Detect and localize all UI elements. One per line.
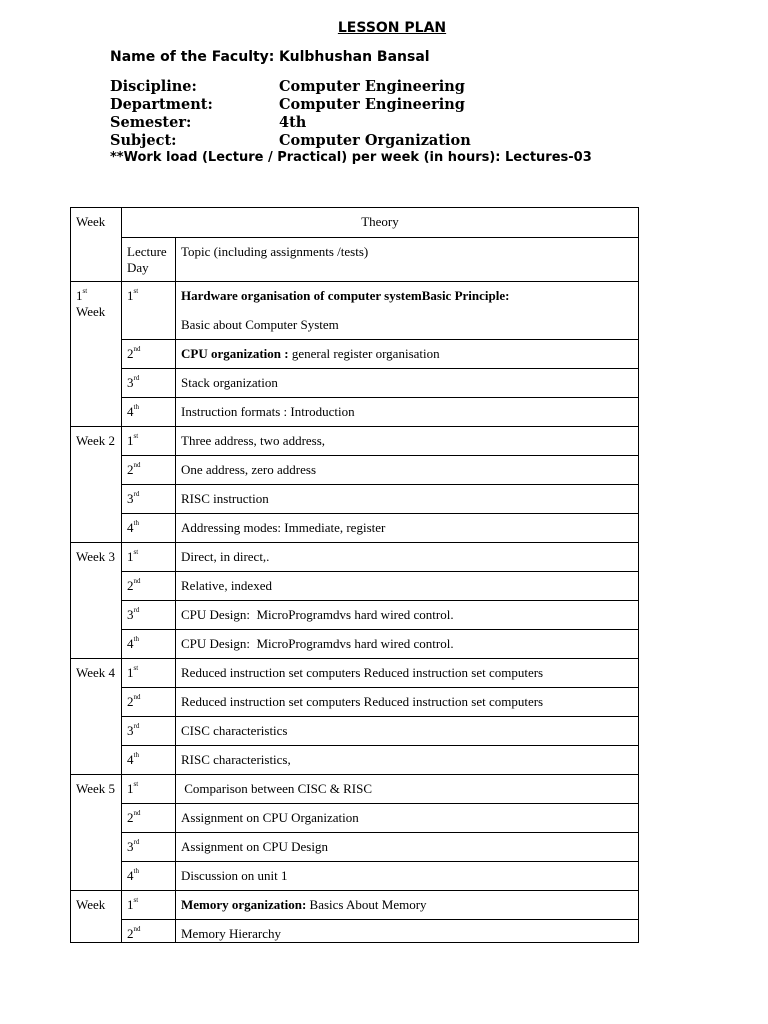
lecture-day-number: 1 xyxy=(127,549,134,564)
topic-cell xyxy=(176,427,639,456)
lecture-day-ordinal: nd xyxy=(133,809,141,817)
workload-line: **Work load (Lecture / Practical) per week (in hours): Lectures-03 xyxy=(110,150,592,165)
table-row xyxy=(71,398,639,427)
lecture-day-cell xyxy=(122,659,176,688)
table-row xyxy=(71,543,639,572)
table-row xyxy=(71,891,639,920)
topic-text: Discussion on unit 1 xyxy=(181,868,288,883)
topic-heading: Hardware organisation of computer systemBasic Principle: xyxy=(181,288,510,303)
lesson-plan-table xyxy=(70,207,639,943)
lecture-day-cell xyxy=(122,775,176,804)
topic-text: Comparison between CISC & RISC xyxy=(181,781,373,796)
faculty-name: Kulbhushan Bansal xyxy=(279,49,430,65)
topic-text: CPU Design: MicroProgramdvs hard wired control. xyxy=(181,607,454,622)
lecture-day-ordinal: nd xyxy=(133,925,141,933)
lecture-day-ordinal: nd xyxy=(133,461,141,469)
week-ordinal: st xyxy=(82,287,88,295)
topic-cell xyxy=(176,891,639,920)
lecture-day-cell xyxy=(122,543,176,572)
topic-cell xyxy=(176,862,639,891)
lecture-day-number: 2 xyxy=(127,346,134,361)
lecture-day-number: 1 xyxy=(127,781,134,796)
lecture-day-number: 3 xyxy=(127,723,134,738)
lecture-day-number: 2 xyxy=(127,810,134,825)
lecture-day-number: 4 xyxy=(127,520,134,535)
topic-text: One address, zero address xyxy=(181,462,317,477)
lecture-day-cell xyxy=(122,514,176,543)
lecture-day-cell xyxy=(122,630,176,659)
lecture-day-cell xyxy=(122,572,176,601)
meta-value: Computer Engineering xyxy=(279,96,465,113)
lecture-day-cell xyxy=(122,717,176,746)
topic-cell xyxy=(176,456,639,485)
week-cell: Week 2 xyxy=(71,427,122,543)
lecture-day-ordinal: nd xyxy=(133,693,141,701)
topic-text: RISC instruction xyxy=(181,491,269,506)
week-cell: Week 4 xyxy=(71,659,122,775)
lecture-day-ordinal: rd xyxy=(133,606,140,614)
lecture-day-ordinal: st xyxy=(133,896,139,904)
topic-text: Reduced instruction set computers Reduced instruction set computers xyxy=(181,694,544,709)
meta-value: 4th xyxy=(279,114,307,131)
topic-heading: CPU organization : xyxy=(181,346,289,361)
table-row xyxy=(71,920,639,943)
lecture-day-cell xyxy=(122,427,176,456)
topic-text: Reduced instruction set computers Reduced instruction set computers xyxy=(181,665,544,680)
lecture-day-number: 3 xyxy=(127,839,134,854)
lecture-day-ordinal: st xyxy=(133,548,139,556)
topic-cell xyxy=(176,804,639,833)
topic-text: Assignment on CPU Organization xyxy=(181,810,359,825)
meta-value: Computer Engineering xyxy=(279,78,465,95)
lecture-day-ordinal: nd xyxy=(133,577,141,585)
topic-cell xyxy=(176,833,639,862)
meta-label: Semester: xyxy=(110,114,192,131)
meta-label: Department: xyxy=(110,96,213,113)
topic-cell xyxy=(176,572,639,601)
lecture-day-ordinal: rd xyxy=(133,838,140,846)
lecture-day-ordinal: st xyxy=(133,287,139,295)
topic-cell xyxy=(176,340,639,369)
week-cell: Week 3 xyxy=(71,543,122,659)
week-header: Week xyxy=(71,208,122,282)
topic-text: Direct, in direct,. xyxy=(181,549,270,564)
lecture-day-cell xyxy=(122,833,176,862)
lecture-day-ordinal: rd xyxy=(133,490,140,498)
lecture-day-number: 4 xyxy=(127,868,134,883)
table-row xyxy=(71,688,639,717)
table-row xyxy=(71,659,639,688)
faculty-label: Name of the Faculty: xyxy=(110,49,275,65)
meta-value: Computer Organization xyxy=(279,132,471,149)
theory-header: Theory xyxy=(122,208,639,238)
lecture-day-number: 1 xyxy=(127,665,134,680)
topic-cell xyxy=(176,688,639,717)
meta-label: Discipline: xyxy=(110,78,197,95)
table-row xyxy=(71,630,639,659)
topic-subtext: Basic about Computer System xyxy=(181,317,339,332)
lecture-day-cell xyxy=(122,688,176,717)
table-row xyxy=(71,282,639,340)
topic-text: Assignment on CPU Design xyxy=(181,839,328,854)
lecture-day-ordinal: rd xyxy=(133,374,140,382)
lecture-day-cell xyxy=(122,282,176,340)
topic-cell xyxy=(176,746,639,775)
topic-cell xyxy=(176,543,639,572)
topic-cell xyxy=(176,601,639,630)
lecture-day-ordinal: th xyxy=(133,751,139,759)
lecture-day-ordinal: th xyxy=(133,867,139,875)
topic-cell xyxy=(176,717,639,746)
lecture-day-cell xyxy=(122,485,176,514)
lecture-day-header: Lecture Day xyxy=(122,238,176,282)
meta-label: Subject: xyxy=(110,132,177,149)
table-row xyxy=(71,746,639,775)
topic-cell xyxy=(176,630,639,659)
lecture-day-cell xyxy=(122,398,176,427)
table-row xyxy=(71,369,639,398)
topic-header: Topic (including assignments /tests) xyxy=(176,238,639,282)
lecture-day-number: 1 xyxy=(127,433,134,448)
table-row xyxy=(71,717,639,746)
lecture-day-ordinal: th xyxy=(133,403,139,411)
lecture-day-number: 3 xyxy=(127,607,134,622)
lecture-day-cell xyxy=(122,804,176,833)
topic-text: Addressing modes: Immediate, register xyxy=(181,520,386,535)
topic-text: Instruction formats : Introduction xyxy=(181,404,355,419)
lecture-day-cell xyxy=(122,862,176,891)
topic-text: RISC characteristics, xyxy=(181,752,291,767)
lecture-day-ordinal: nd xyxy=(133,345,141,353)
week-cell: Week 5 xyxy=(71,775,122,891)
lecture-day-cell xyxy=(122,456,176,485)
table-row xyxy=(71,601,639,630)
table-row xyxy=(71,340,639,369)
lecture-day-number: 2 xyxy=(127,926,134,941)
lecture-day-cell xyxy=(122,891,176,920)
topic-cell xyxy=(176,398,639,427)
lecture-day-number: 4 xyxy=(127,752,134,767)
table-row xyxy=(71,804,639,833)
lecture-day-number: 2 xyxy=(127,578,134,593)
lecture-day-cell xyxy=(122,601,176,630)
week-cell: Week xyxy=(71,891,122,943)
lecture-day-ordinal: th xyxy=(133,635,139,643)
table-header-row xyxy=(71,208,639,238)
week-cell xyxy=(71,282,122,427)
topic-cell xyxy=(176,485,639,514)
topic-cell xyxy=(176,282,639,340)
topic-cell xyxy=(176,514,639,543)
topic-cell xyxy=(176,659,639,688)
lecture-day-number: 4 xyxy=(127,636,134,651)
table-row xyxy=(71,862,639,891)
topic-text: Relative, indexed xyxy=(181,578,272,593)
topic-cell xyxy=(176,369,639,398)
table-row xyxy=(71,456,639,485)
lecture-day-ordinal: st xyxy=(133,664,139,672)
table-row xyxy=(71,427,639,456)
week-word: Week xyxy=(76,304,106,319)
lecture-day-number: 4 xyxy=(127,404,134,419)
week-number: 1 xyxy=(76,288,83,303)
table-row xyxy=(71,775,639,804)
topic-heading: Memory organization: xyxy=(181,897,307,912)
lecture-day-cell xyxy=(122,340,176,369)
lecture-day-number: 1 xyxy=(127,897,134,912)
topic-text: Basics About Memory xyxy=(306,897,427,912)
topic-cell xyxy=(176,775,639,804)
topic-text: CISC characteristics xyxy=(181,723,288,738)
topic-text: Memory Hierarchy xyxy=(181,926,281,941)
lecture-day-cell xyxy=(122,746,176,775)
topic-text: CPU Design: MicroProgramdvs hard wired control. xyxy=(181,636,454,651)
table-row xyxy=(71,514,639,543)
lecture-day-ordinal: st xyxy=(133,432,139,440)
table-row xyxy=(71,485,639,514)
lecture-day-number: 3 xyxy=(127,375,134,390)
lecture-day-number: 2 xyxy=(127,462,134,477)
topic-text: Stack organization xyxy=(181,375,278,390)
table-subheader-row xyxy=(71,238,639,282)
lecture-day-number: 3 xyxy=(127,491,134,506)
topic-text: general register organisation xyxy=(288,346,440,361)
table-row xyxy=(71,833,639,862)
lecture-day-ordinal: st xyxy=(133,780,139,788)
lecture-day-number: 1 xyxy=(127,288,134,303)
lecture-day-cell xyxy=(122,369,176,398)
lecture-day-ordinal: th xyxy=(133,519,139,527)
topic-text: Three address, two address, xyxy=(181,433,326,448)
topic-cell xyxy=(176,920,639,943)
table-row xyxy=(71,572,639,601)
lecture-day-cell xyxy=(122,920,176,943)
page-title: LESSON PLAN xyxy=(337,20,447,36)
lecture-day-ordinal: rd xyxy=(133,722,140,730)
lecture-day-number: 2 xyxy=(127,694,134,709)
